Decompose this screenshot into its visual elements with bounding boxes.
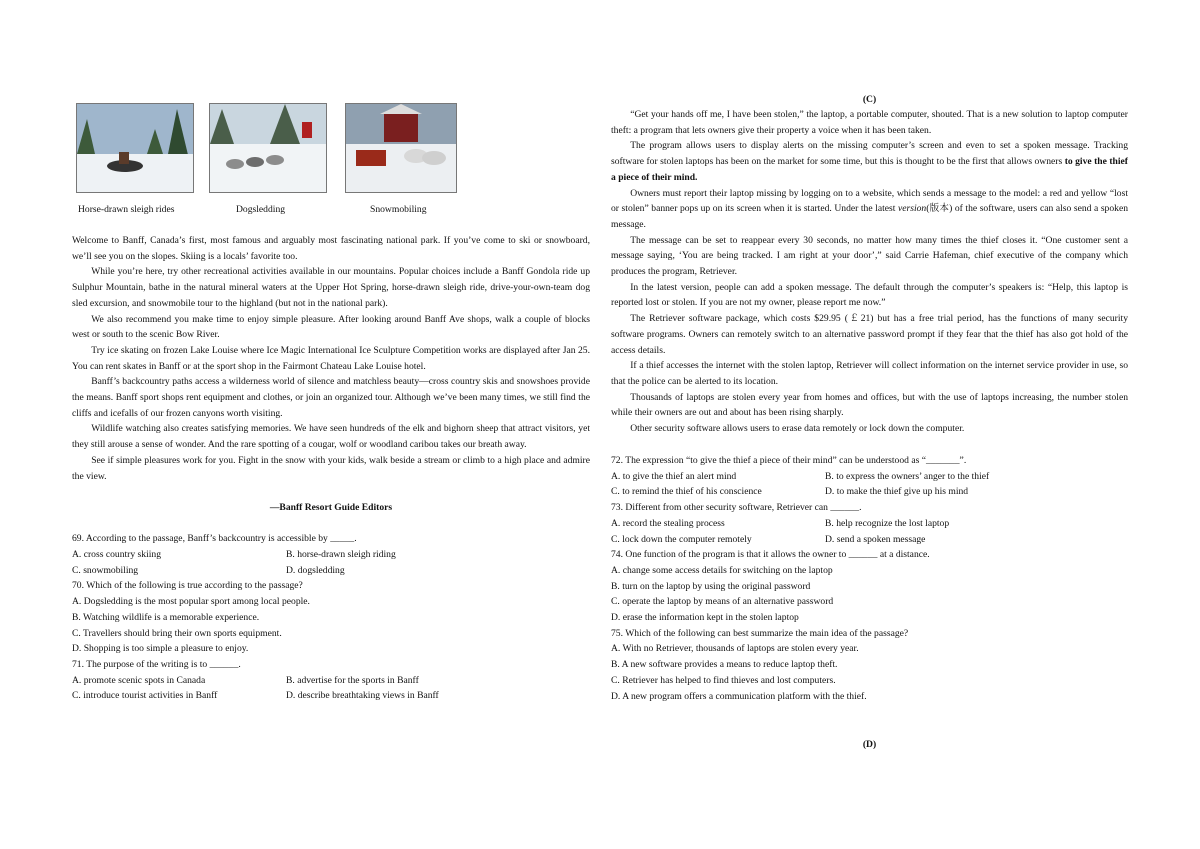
question-stem: 69. According to the passage, Banff’s backcountry is accessible by _____. — [72, 533, 357, 545]
option: B. horse-drawn sleigh riding — [286, 549, 396, 561]
option: B. A new software provides a means to reduce laptop theft. — [611, 659, 838, 671]
option: C. operate the laptop by means of an alternative password — [611, 596, 834, 608]
option: A. With no Retriever, thousands of laptops are stolen every year. — [611, 643, 859, 655]
question-stem: 72. The expression “to give the thief a piece of their mind” can be understood as “_______”. — [611, 455, 967, 466]
paragraph: Other security software allows users to erase data remotely or lock down the computer. — [630, 423, 965, 435]
option: D. send a spoken message — [825, 533, 926, 545]
option: B. turn on the laptop by using the original password — [611, 580, 811, 592]
option: C. lock down the computer remotely — [611, 533, 752, 545]
option: D. Shopping is too simple a pleasure to enjoy. — [72, 643, 249, 655]
paragraph: Welcome to Banff, Canada’s first, most famous and arguably most fascinating national park. If you’ve come to ski or snowboard, we’ll see you on the slopes. Skiing is a locals’ favorite too. — [72, 235, 590, 262]
paragraph: In the latest version, people can add a spoken message. The default through the computer’s speakers is: “Help, this laptop is reported lost or stolen. If you are not my owner, please report me now.” — [611, 281, 1128, 309]
option: B. help recognize the lost laptop — [825, 517, 950, 529]
option: A. to give the thief an alert mind — [611, 470, 737, 482]
paragraph: The message can be set to reappear every 30 seconds, no matter how many times the thief closes it. “One customer sent a message saying, ‘You are being tracked. I am right at your door’,” said Carrie Hafeman, chief executive of the company which produces the program, Retriever. — [611, 234, 1128, 278]
option: D. A new program offers a communication platform with the thief. — [611, 690, 867, 702]
paragraph: Try ice skating on frozen Lake Louise where Ice Magic International Ice Sculpture Competition works are displayed after Jan 25. You can rent skates in Banff or at the sport shop in the Fairmont Chateau Lake Louise hotel. — [72, 344, 590, 372]
signature: —Banff Resort Guide Editors — [269, 501, 393, 513]
option: C. Travellers should bring their own sports equipment. — [72, 627, 282, 639]
passage-b — [72, 233, 590, 704]
question-options — [611, 516, 1128, 547]
option: A. cross country skiing — [72, 549, 161, 561]
highlighted-phrase: to give the thief a piece of their mind. — [611, 156, 1128, 183]
sleigh-ride-photo — [345, 103, 457, 193]
section-heading-d: (D) — [862, 739, 877, 750]
dogsledding-photo — [209, 103, 327, 193]
option: B. Watching wildlife is a memorable experience. — [72, 611, 260, 623]
option: C. snowmobiling — [72, 564, 139, 576]
question-stem: 75. Which of the following can best summarize the main idea of the passage? — [611, 627, 909, 639]
question-options — [72, 547, 590, 578]
paragraph: Banff’s backcountry paths access a wilderness world of silence and matchless beauty—cross country skis and snowshoes provide the means. Banff sport shops rent equipment and clothes, or join an organized tour. Although we’ve been many times, we still find the cliffs and icefalls of our frozen canyons worth visiting. — [72, 376, 590, 419]
option: A. Dogsledding is the most popular sport among local people. — [72, 596, 310, 608]
passage-c — [611, 107, 1128, 437]
option: D. to make the thief give up his mind — [825, 486, 969, 498]
paragraph: If a thief accesses the internet with the stolen laptop, Retriever will collect information on the internet service provider in use, so that the police can be alerted to its location. — [611, 360, 1128, 387]
option: A. record the stealing process — [611, 517, 725, 529]
photo-caption: Horse-drawn sleigh rides — [78, 204, 175, 215]
snowmobiling-photo — [76, 103, 194, 193]
paragraph: We also recommend you make time to enjoy simple pleasure. After looking around Banff Ave shops, walk a couple of blocks west or south to the scenic Bow River. — [72, 313, 590, 341]
italic-word: version — [897, 203, 927, 215]
paragraph: Wildlife watching also creates satisfying memories. We have seen hundreds of the elk and bighorn sheep that attract visitors, yet they still arouse a sense of wonder. And the rare spotting of a cougar, wolf or woodland caribou takes our breath away. — [72, 423, 590, 451]
paragraph: Thousands of laptops are stolen every year from homes and offices, but with the use of laptops increasing, the number stolen while their owners are out and about has been rising sharply. — [611, 391, 1128, 419]
option: C. Retriever has helped to find thieves and lost computers. — [611, 674, 836, 686]
passage-c-questions — [611, 453, 1128, 704]
option: B. to express the owners’ anger to the thief — [825, 470, 990, 482]
option: A. change some access details for switching on the laptop — [611, 564, 833, 576]
paragraph: While you’re here, try other recreational activities available in our mountains. Popular choices include a Banff Gondola ride up Sulphur Mountain, bathe in the natural mineral waters at the Upper Hot Spring, horse-drawn sleigh ride, drive-your-own-team dog sled excursion, and snowmobile tour to the highland (but not in the national park). — [72, 266, 590, 309]
option: D. erase the information kept in the stolen laptop — [611, 612, 799, 624]
paragraph: The Retriever software package, which costs $29.95 (￡21) but has a free trial period, has the functions of many security software programs. Owners can remotely switch to an alternative password prompt if they fear that the thief has also got hold of the access details. — [611, 313, 1128, 356]
question-options — [611, 469, 1128, 500]
option: A. promote scenic spots in Canada — [72, 674, 206, 686]
question-stem: 73. Different from other security software, Retriever can ______. — [611, 502, 862, 514]
paragraph: The program allows users to display alerts on the missing computer’s screen and even to set a spoken message. Tracking software for stolen laptops has been on the market for some time, but this is thought to be the first that allows owners to give the thief a piece of their mind. — [611, 140, 1128, 183]
section-heading-c: (C) — [862, 94, 877, 105]
question-stem: 71. The purpose of the writing is to ______. — [72, 658, 241, 670]
option: C. introduce tourist activities in Banff — [72, 690, 218, 702]
question-stem: 70. Which of the following is true according to the passage? — [72, 580, 303, 592]
paragraph: Owners must report their laptop missing by logging on to a website, which sends a message to the model: a red and yellow “lost or stolen” banner pops up on its screen when it is started. Under the latest version(版本) of the software, users can also send a spoken message. — [611, 187, 1128, 230]
question-stem: 74. One function of the program is that it allows the owner to ______ at a distance. — [611, 549, 930, 561]
paragraph: See if simple pleasures work for you. Fight in the snow with your kids, walk beside a stream or climb to a high place and admire the view. — [72, 454, 590, 482]
option: D. dogsledding — [286, 564, 345, 576]
question-options — [72, 673, 590, 704]
option: D. describe breathtaking views in Banff — [286, 690, 439, 702]
photo-caption: Snowmobiling — [370, 204, 427, 215]
paragraph: “Get your hands off me, I have been stolen,” the laptop, a portable computer, shouted. That is a new solution to laptop computer theft: a program that lets owners give their property a voice when it has been taken. — [611, 109, 1128, 136]
photo-caption: Dogsledding — [236, 204, 286, 215]
option: B. advertise for the sports in Banff — [286, 674, 419, 686]
option: C. to remind the thief of his conscience — [611, 486, 762, 498]
